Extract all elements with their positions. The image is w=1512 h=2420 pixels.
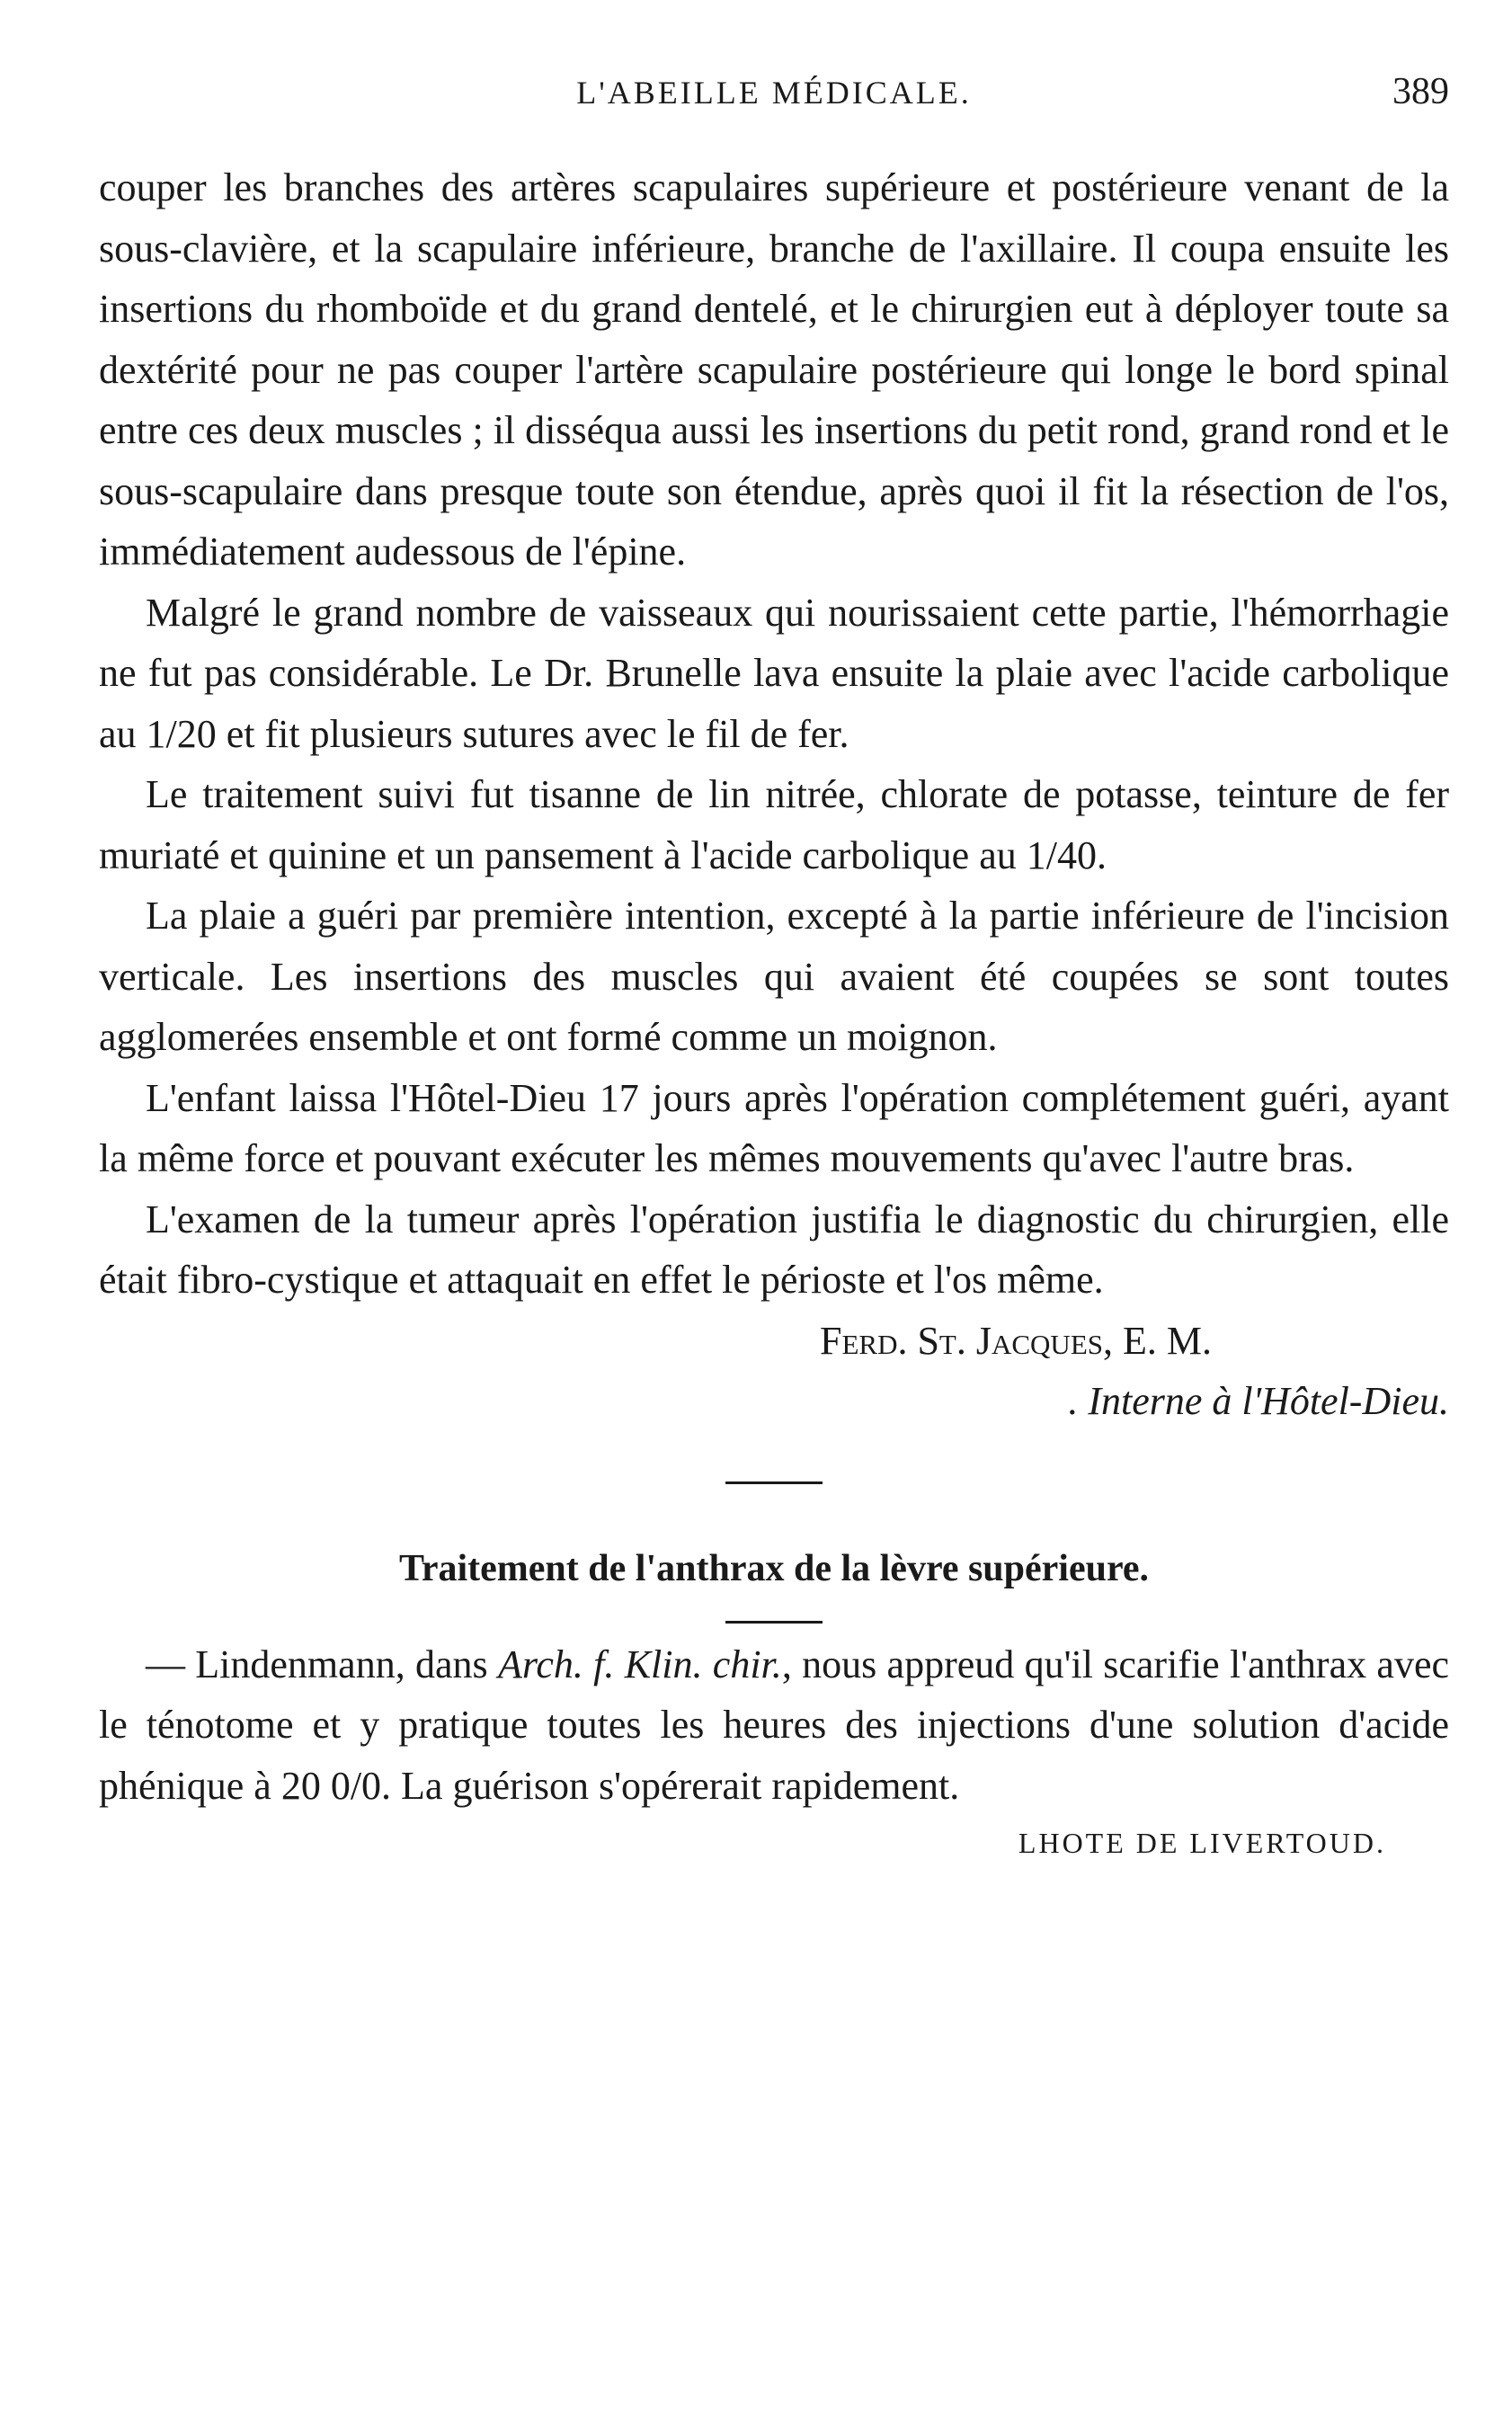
paragraph: L'examen de la tumeur après l'opération justifia le diagnostic du chirurgien, elle était fibro-cystique et attaquait en effet le périoste et l'os même. xyxy=(99,1197,1449,1302)
section-title: Traitement de l'anthrax de la lèvre supérieure. xyxy=(398,1547,1150,1589)
author-signature: Ferd. St. Jacques, E. M. xyxy=(819,1318,1212,1363)
journal-reference: Arch. f. Klin. chir. xyxy=(497,1642,782,1686)
section-text-lead: — Lindenmann, dans xyxy=(146,1642,498,1686)
paragraph: La plaie a guéri par première intention, excepté à la partie inférieure de l'incision verticale. Les insertions des muscles qui avaient été coupées se sont toutes agglomerées ensemble et ont formé comme un moignon. xyxy=(99,894,1449,1059)
title-divider xyxy=(725,1621,823,1624)
paragraph: L'enfant laissa l'Hôtel-Dieu 17 jours après l'opération complétement guéri, ayant la même force et pouvant exécuter les mêmes mouvements qu'avec l'autre bras. xyxy=(99,1075,1449,1180)
section-paragraph xyxy=(99,1634,1449,1817)
section-text-rest: , nous appreud qu'il scarifie l'anthrax avec le ténotome et y pratique toutes les heures des injections d'une solution d'acide phénique à 20 0/0. La guérison s'opérerait rapidement. xyxy=(99,1642,1449,1808)
page-header xyxy=(99,71,1449,119)
section-divider xyxy=(725,1481,823,1484)
section-signature: LHOTE DE LIVERTOUD. xyxy=(1018,1827,1386,1859)
paragraph-continued: couper les branches des artères scapulaires supérieure et postérieure venant de la sous-clavière, et la scapulaire inférieure, branche de l'axillaire. Il coupa ensuite les insertions du rhomboïde et du grand dentelé, et le chirurgien eut à déployer toute sa dextérité pour ne pas couper l'artère scapulaire postérieure qui longe le bord spinal entre ces deux muscles ; il disséqua aussi les insertions du petit rond, grand rond et le sous-scapulaire dans presque toute son étendue, après quoi il fit la résection de l'os, immédiatement audessous de l'épine. xyxy=(99,165,1449,574)
paragraph: Le traitement suivi fut tisanne de lin nitrée, chlorate de potasse, teinture de fer muriaté et quinine et un pansement à l'acide carbolique au 1/40. xyxy=(99,772,1449,877)
article-body xyxy=(99,157,1449,1870)
page-number: 389 xyxy=(1392,71,1449,112)
author-role: . Interne à l'Hôtel-Dieu. xyxy=(1068,1378,1449,1423)
paragraph: Malgré le grand nombre de vaisseaux qui nourissaient cette partie, l'hémorrhagie ne fut pas considérable. Le Dr. Brunelle lava ensuite la plaie avec l'acide carbolique au 1/20 et fit plusieurs sutures avec le fil de fer. xyxy=(99,590,1449,756)
running-title: L'ABEILLE MÉDICALE. xyxy=(576,75,972,111)
